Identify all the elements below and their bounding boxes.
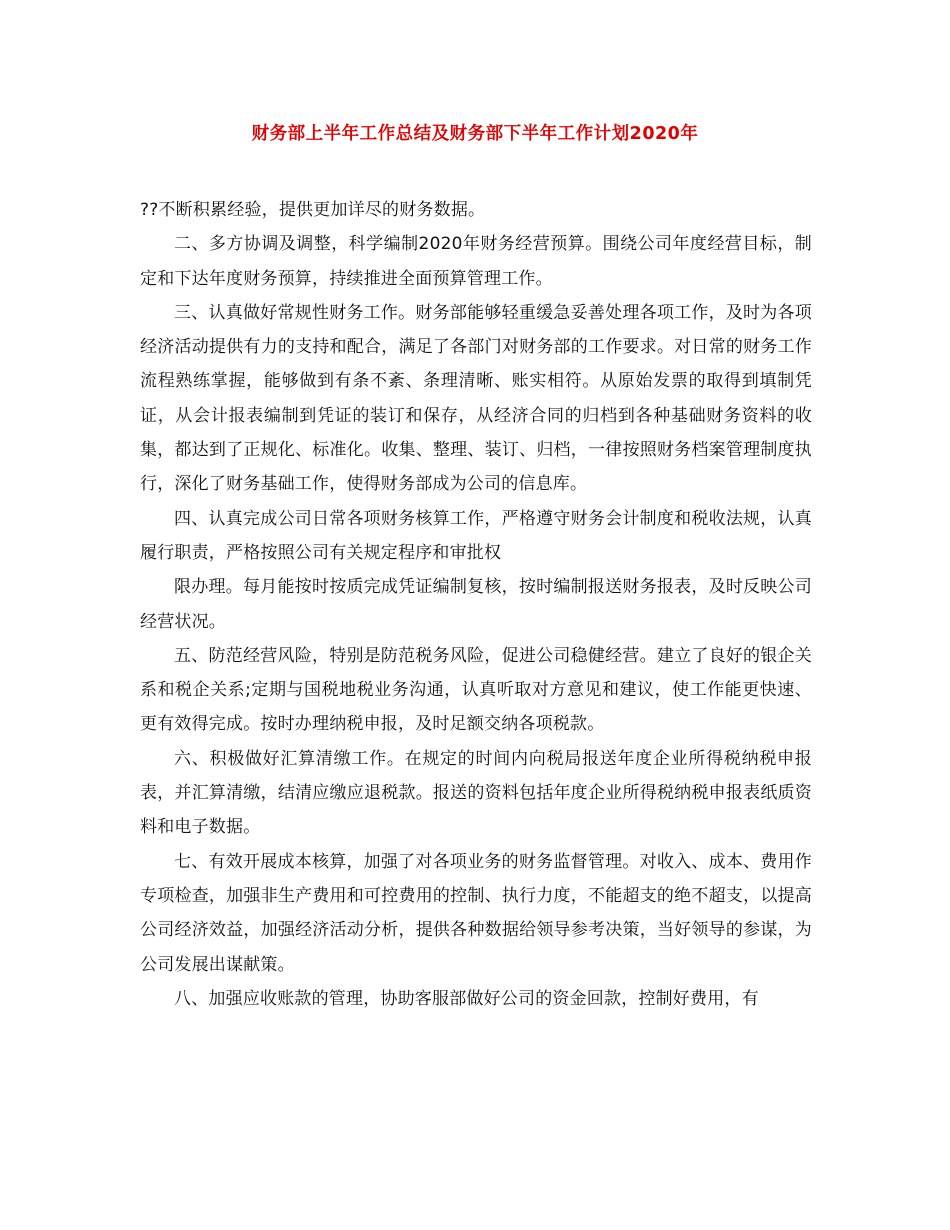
document-title: 财务部上半年工作总结及财务部下半年工作计划2020年 [251, 124, 699, 144]
paragraph: 限办理。每月能按时按质完成凭证编制复核，按时编制报送财务报表，及时反映公司经营状况。 [140, 577, 812, 632]
paragraph: 二、多方协调及调整，科学编制2020年财务经营预算。围绕公司年度经营目标，制定和下达年度财务预算，持续推进全面预算管理工作。 [140, 234, 812, 289]
paragraph: 八、加强应收账款的管理，协助客服部做好公司的资金回款，控制好费用，有 [174, 988, 759, 1009]
paragraph: 三、认真做好常规性财务工作。财务部能够轻重缓急妥善处理各项工作，及时为各项经济活动提供有力的支持和配合，满足了各部门对财务部的工作要求。对日常的财务工作流程熟练掌握，能够做到有条不紊、条理清晰、账实相符。从原始发票的取得到填制凭证，从会计报表编制到凭证的装订和保存，从经济合同的归档到各种基础财务资料的收集，都达到了正规化、标准化。收集、整理、装订、归档，一律按照财务档案管理制度执行，深化了财务基础工作，使得财务部成为公司的信息库。 [140, 302, 812, 495]
paragraph: 六、积极做好汇算清缴工作。在规定的时间内向税局报送年度企业所得税纳税申报表，并汇算清缴，结清应缴应退税款。报送的资料包括年度企业所得税纳税申报表纸质资料和电子数据。 [140, 748, 812, 838]
document-body [140, 193, 812, 1016]
paragraph: ??不断积累经验，提供更加详尽的财务数据。 [140, 200, 486, 220]
paragraph: 四、认真完成公司日常各项财务核算工作，严格遵守财务会计制度和税收法规，认真履行职责，严格按照公司有关规定程序和审批权 [140, 508, 812, 563]
paragraph: 五、防范经营风险，特别是防范税务风险，促进公司稳健经营。建立了良好的银企关系和税企关系;定期与国税地税业务沟通，认真听取对方意见和建议，使工作能更快速、更有效得完成。按时办理纳税申报，及时足额交纳各项税款。 [140, 645, 812, 735]
paragraph: 七、有效开展成本核算，加强了对各项业务的财务监督管理。对收入、成本、费用作专项检查，加强非生产费用和可控费用的控制、执行力度，不能超支的绝不超支，以提高公司经济效益，加强经济活动分析，提供各种数据给领导参考决策，当好领导的参谋，为公司发展出谋献策。 [140, 851, 812, 975]
